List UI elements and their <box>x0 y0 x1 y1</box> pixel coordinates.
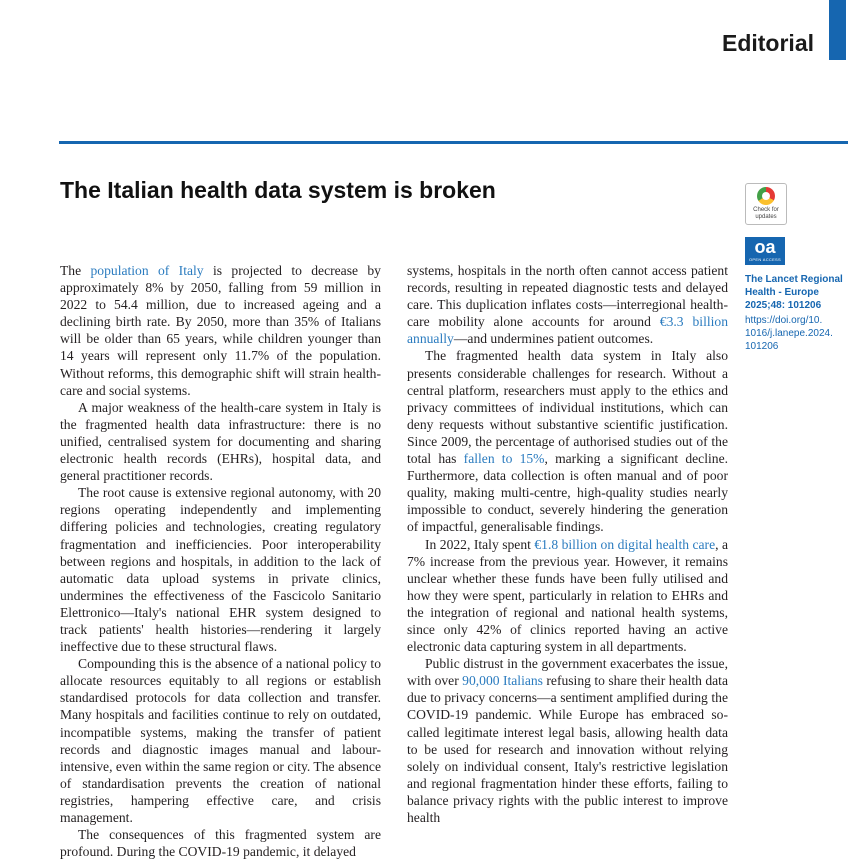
paragraph-4: Compounding this is the absence of a national policy to allocate resources equitably to all regions or establish standardised protocols for data collection and transfer. Many hospitals and facilities continue to rely on outdated, incompatible systems, making the transfer of patient records and diagnostic images manual and labour-intensive, even within the same region or city. The absence of standardisation prevents the creation of national registries, hampering effective care, and crisis management. <box>60 656 381 825</box>
article-sidebar <box>745 183 845 353</box>
paragraph-3: The root cause is extensive regional autonomy, with 20 regions operating independently and implementing differing policies and technologies, creating regulatory fragmentation and inefficiencies. Poor interoperability between regions and hospitals, in addition to the lack of automatic data upload systems in private clinics, undermines the effectiveness of the Fascicolo Sanitario Elettronico—Italy's national EHR system designed to track patients' health histories—rendering it largely ineffective due to these structural flaws. <box>60 485 381 655</box>
open-access-badge <box>745 237 785 265</box>
paragraph-5: The consequences of this fragmented system are profound. During the COVID-19 pandemic, it delayed <box>60 827 381 860</box>
header-rule <box>59 141 848 144</box>
c2p4-post: refusing to share their health data due to privacy concerns—a sentiment amplified during the COVID-19 pandemic. While Europe has embraced so-called legitimate interest legal basis, allowing health data to be used for research and innovation without relying solely on individual consent, Italy's restrictive legislation and regional fragmentation hinder these efforts, failing to balance privacy rights with the public interest to improve health <box>407 673 728 825</box>
c2p1-pre: systems, hospitals in the north often cannot access patient records, resulting in repeated diagnostic tests and delayed care. This duplication inflates costs—interregional health-care mobility alone accounts for around <box>407 263 728 330</box>
oa-logo-text: oa <box>754 237 776 257</box>
body-column-2 <box>407 262 728 826</box>
spending-link[interactable]: €1.8 billion on digital health care <box>534 536 716 552</box>
c2p4-pre: Public distrust in the government exacerbates the issue, with over <box>407 656 728 689</box>
c2p3-pre: In 2022, Italy spent <box>425 536 535 552</box>
section-color-tab <box>829 0 846 60</box>
article-title: The Italian health data system is broken <box>60 177 496 203</box>
crossmark-icon <box>757 187 775 205</box>
doi-link[interactable] <box>745 314 845 353</box>
c2p2-pre: The fragmented health data system in Italy also presents considerable challenges for research. Without a central platform, researchers must apply to the ethics and privacy committees of individual institutions, which can deny requests without substantive scientific justification. Since 2009, the percentage of authorised studies out of the total has <box>407 348 728 467</box>
doi-line-3: 101206 <box>745 341 779 352</box>
p1-post: is projected to decrease by approximately 8% by 2050, falling from 59 million in 2022 to 54.4 million, due to increased ageing and a declining birth rate. By 2050, more than 35% of Italians will be older than 65 years, while children younger than 14 years will represent only 11.7% of the population. Without reforms, this demographic shift will strain health-care and social systems. <box>60 263 381 398</box>
c2-paragraph-1 <box>407 262 728 347</box>
c2-paragraph-3 <box>407 536 728 656</box>
journal-line-2: Health - Europe <box>745 287 819 298</box>
cost-link[interactable]: €3.3 billion annually <box>407 314 728 347</box>
p1-pre: The <box>60 263 82 278</box>
italians-link[interactable]: 90,000 Italians <box>462 673 543 689</box>
check-for-updates-label: Check for updates <box>753 207 779 220</box>
c2-paragraph-2 <box>407 347 728 535</box>
c2p3-post: , a 7% increase from the previous year. However, it remains unclear whether these funds have been fully utilised and how they were spent, particularly in relation to EHRs and the integration of regional and national health systems, since only 42% of clinics reported having an active electronic data capturing system in all departments. <box>407 536 728 655</box>
c2p2-post: , marking a significant decline. Furthermore, data collection is often manual and of poor quality, making multi-centre, high-quality studies nearly impossible to conduct, severely hindering the generation of impactful, generalisable findings. <box>407 451 728 535</box>
c2p1-post: —and undermines patient outcomes. <box>453 331 654 347</box>
doi-line-1: https://doi.org/10. <box>745 315 823 326</box>
oa-caption: OPEN ACCESS <box>749 257 781 262</box>
journal-name <box>745 273 845 312</box>
journal-line-1: The Lancet Regional <box>745 274 843 285</box>
paragraph-1 <box>60 262 381 399</box>
doi-line-2: 1016/j.lanepe.2024. <box>745 328 833 339</box>
section-label: Editorial <box>721 30 814 56</box>
studies-link[interactable]: fallen to 15% <box>463 451 545 467</box>
paragraph-2: A major weakness of the health-care system in Italy is the fragmented health data infrastructure: there is no unified, centralised system for documenting and sharing electronic health records (EHRs), hospital data, and general practitioner records. <box>60 399 381 484</box>
citation: 2025;48: 101206 <box>745 300 822 311</box>
body-column-1 <box>60 262 381 860</box>
population-link[interactable]: population of Italy <box>90 263 204 278</box>
c2-paragraph-4 <box>407 655 728 826</box>
check-for-updates-button[interactable] <box>745 183 787 225</box>
